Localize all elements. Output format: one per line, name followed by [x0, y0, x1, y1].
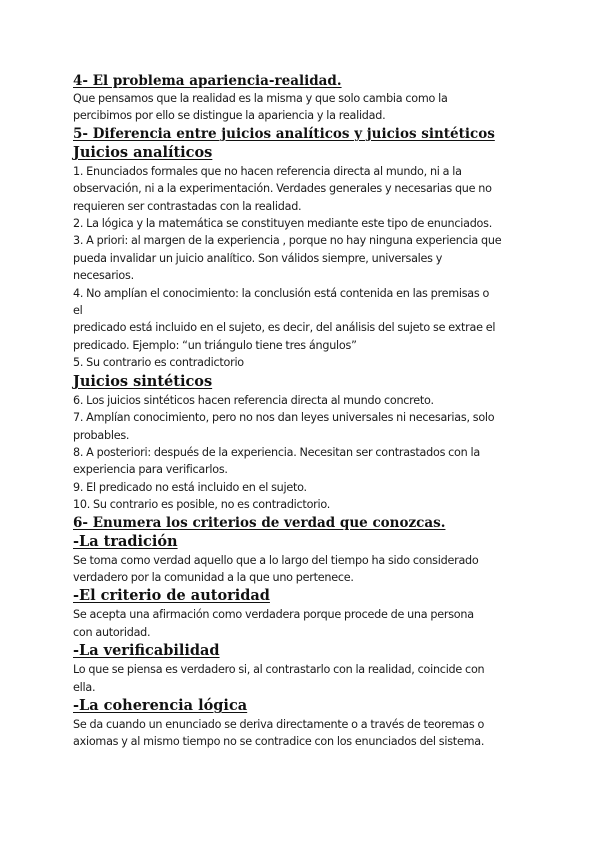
paragraph-line: necesarios. [73, 269, 134, 283]
paragraph-line: Se acepta una afirmación como verdadera porque procede de una persona [73, 608, 474, 622]
paragraph-line: Se da cuando un enunciado se deriva directamente o a través de teoremas o [73, 717, 485, 731]
paragraph-line: ella. [73, 680, 96, 694]
paragraph-line: Lo que se piensa es verdadero si, al contrastarlo con la realidad, coincide con [73, 663, 485, 677]
paragraph-line: 7. Amplían conocimiento, pero no nos dan leyes universales ni necesarias, solo [73, 411, 495, 425]
paragraph-line: 5. Su contrario es contradictorio [73, 356, 244, 370]
paragraph-line: 2. La lógica y la matemática se constituyen mediante este tipo de enunciados. [73, 217, 493, 231]
heading-apariencia-realidad: 4- El problema apariencia-realidad. [73, 73, 342, 89]
paragraph-line: con autoridad. [73, 625, 151, 639]
paragraph-line: probables. [73, 428, 130, 442]
paragraph-line: predicado. Ejemplo: “un triángulo tiene tres ángulos” [73, 338, 357, 352]
heading-criterios-verdad: 6- Enumera los criterios de verdad que conozcas. [73, 514, 446, 531]
paragraph-line: 10. Su contrario es posible, no es contradictorio. [73, 498, 331, 512]
paragraph-line: 8. A posteriori: después de la experiencia. Necesitan ser contrastados con la [73, 445, 480, 459]
paragraph-line: experiencia para verificarlos. [73, 463, 228, 477]
paragraph-line: axiomas y al mismo tiempo no se contradice con los enunciados del sistema. [73, 735, 485, 749]
paragraph-line: 4. No amplían el conocimiento: la conclusión está contenida en las premisas o [73, 286, 490, 300]
subheading-juicios-analiticos: Juicios analíticos [73, 143, 213, 161]
heading-diferencia-juicios: 5- Diferencia entre juicios analíticos y juicios sintéticos [73, 125, 495, 142]
paragraph-line: observación, ni a la experimentación. Verdades generales y necesarias que no [73, 182, 492, 196]
paragraph-line: Que pensamos que la realidad es la misma y que solo cambia como la [73, 92, 448, 105]
paragraph-line: verdadero por la comunidad a la que uno pertenece. [73, 570, 354, 584]
paragraph-line: requieren ser contrastadas con la realidad. [73, 199, 302, 213]
subheading-criterio-autoridad: -El criterio de autoridad [73, 587, 270, 605]
paragraph-line: Se toma como verdad aquello que a lo largo del tiempo ha sido considerado [73, 553, 479, 567]
paragraph-line: predicado está incluido en el sujeto, es decir, del análisis del sujeto se extrae el [73, 321, 496, 335]
paragraph-line: 6. Los juicios sintéticos hacen referencia directa al mundo concreto. [73, 393, 434, 407]
subheading-verificabilidad: -La verificabilidad [73, 642, 220, 660]
paragraph-line: el [73, 304, 83, 318]
document-page [73, 72, 543, 751]
paragraph-line: 9. El predicado no está incluido en el sujeto. [73, 480, 307, 494]
paragraph-line: pueda invalidar un juicio analítico. Son válidos siempre, universales y [73, 251, 443, 265]
paragraph-line: percibimos por ello se distingue la apariencia y la realidad. [73, 109, 386, 123]
paragraph-line: 3. A priori: al margen de la experiencia , porque no hay ninguna experiencia que [73, 234, 502, 248]
subheading-tradicion: -La tradición [73, 532, 178, 550]
subheading-juicios-sinteticos: Juicios sintéticos [73, 372, 213, 390]
paragraph-line: 1. Enunciados formales que no hacen referencia directa al mundo, ni a la [73, 164, 462, 178]
subheading-coherencia-logica: -La coherencia lógica [73, 696, 248, 714]
